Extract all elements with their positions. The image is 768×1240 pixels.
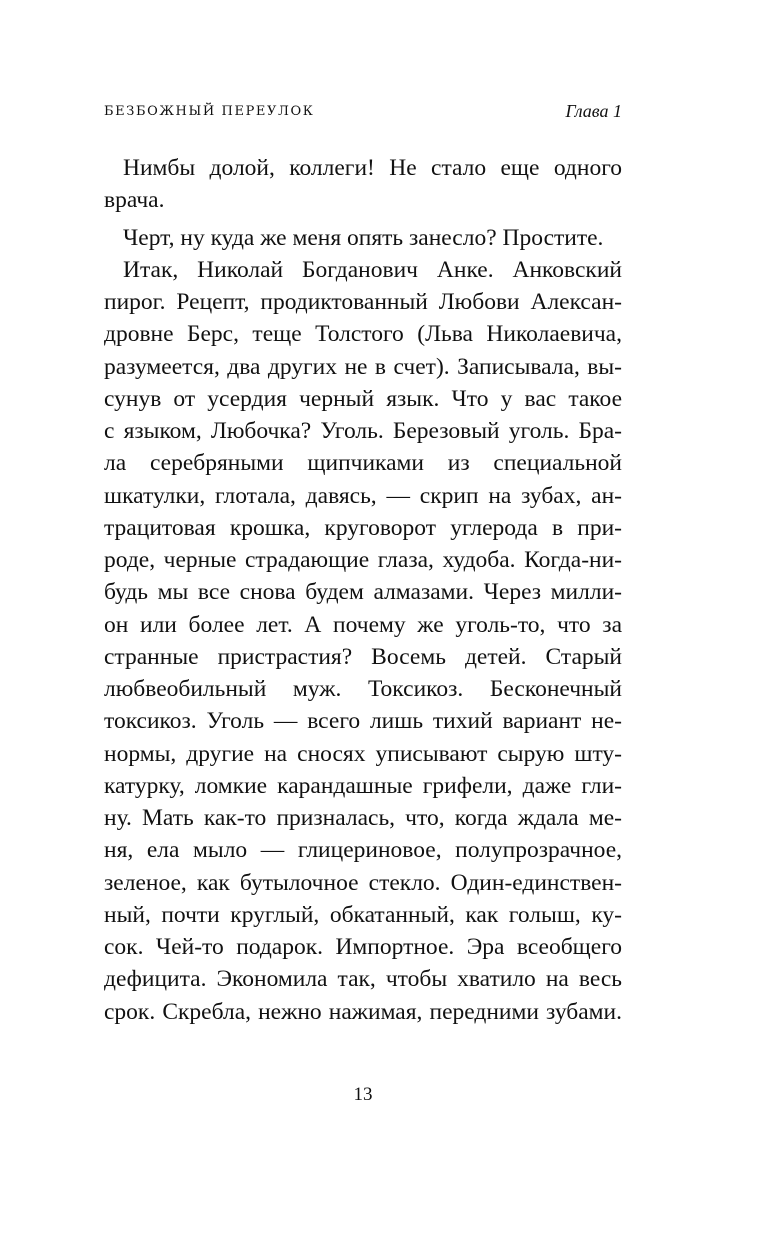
text-line: сок. Чей-то подарок. Импортное. Эра всеобщего xyxy=(104,934,622,960)
text-line: дефицита. Экономила так, чтобы хватило на весь xyxy=(104,966,622,993)
running-head-title: БЕЗБОЖНЫЙ ПЕРЕУЛОК xyxy=(104,104,315,119)
text-line: Черт, ну куда же меня опять занесло? Простите. xyxy=(123,224,604,251)
text-line: любвеобильный муж. Токсикоз. Бесконечный xyxy=(104,676,622,702)
text-line: шкатулки, глотала, давясь, — скрип на зубах, ан- xyxy=(104,482,622,509)
text-line: срок. Скребла, нежно нажимая, передними зубами. xyxy=(104,998,622,1025)
text-line: зеленое, как бутылочное стекло. Один-единствен- xyxy=(104,869,622,896)
text-line: катурку, ломкие карандашные грифели, даже гли- xyxy=(104,772,622,799)
paragraph xyxy=(104,152,622,217)
text-line: трацитовая крошка, круговорот углерода в при- xyxy=(104,514,622,541)
text-line: с языком, Любочка? Уголь. Березовый уголь. Бра- xyxy=(104,418,622,444)
text-line: ну. Мать как-то призналась, что, когда ждала ме- xyxy=(104,805,622,831)
text-line: ный, почти круглый, обкатанный, как голыш, ку- xyxy=(104,901,622,928)
text-line: он или более лет. А почему же уголь-то, что за xyxy=(104,611,622,638)
text-line: ня, ела мыло — глицериновое, полупрозрачное, xyxy=(104,837,622,864)
text-line: нормы, другие на сносях уписывают сырую шту- xyxy=(104,740,622,767)
running-head-chapter: Глава 1 xyxy=(565,101,622,121)
text-line: будь мы все снова будем алмазами. Через милли- xyxy=(104,579,622,606)
text-line: токсикоз. Уголь — всего лишь тихий вариант не- xyxy=(104,708,622,735)
text-line: дровне Берс, теще Толстого (Льва Николаевича, xyxy=(104,321,622,348)
text-line: Нимбы долой, коллеги! Не стало еще одного xyxy=(123,155,622,181)
text-line: разумеется, два других не в счет). Записывала, вы- xyxy=(104,353,622,380)
text-line: Итак, Николай Богданович Анке. Анковский xyxy=(123,256,622,283)
page-number: 13 xyxy=(353,1084,373,1105)
text-line: странные пристрастия? Восемь детей. Старый xyxy=(104,643,622,670)
paragraph xyxy=(104,222,622,254)
text-line: сунув от усердия черный язык. Что у вас такое xyxy=(104,385,622,412)
text-line: врача. xyxy=(104,187,165,214)
body-text xyxy=(104,152,622,1028)
text-line: пирог. Рецепт, продиктованный Любови Алексан- xyxy=(104,289,622,315)
text-line: роде, черные страдающие глаза, худоба. Когда-ни- xyxy=(104,547,622,573)
paragraph xyxy=(104,254,622,1028)
text-line: ла серебряными щипчиками из специальной xyxy=(104,450,622,477)
